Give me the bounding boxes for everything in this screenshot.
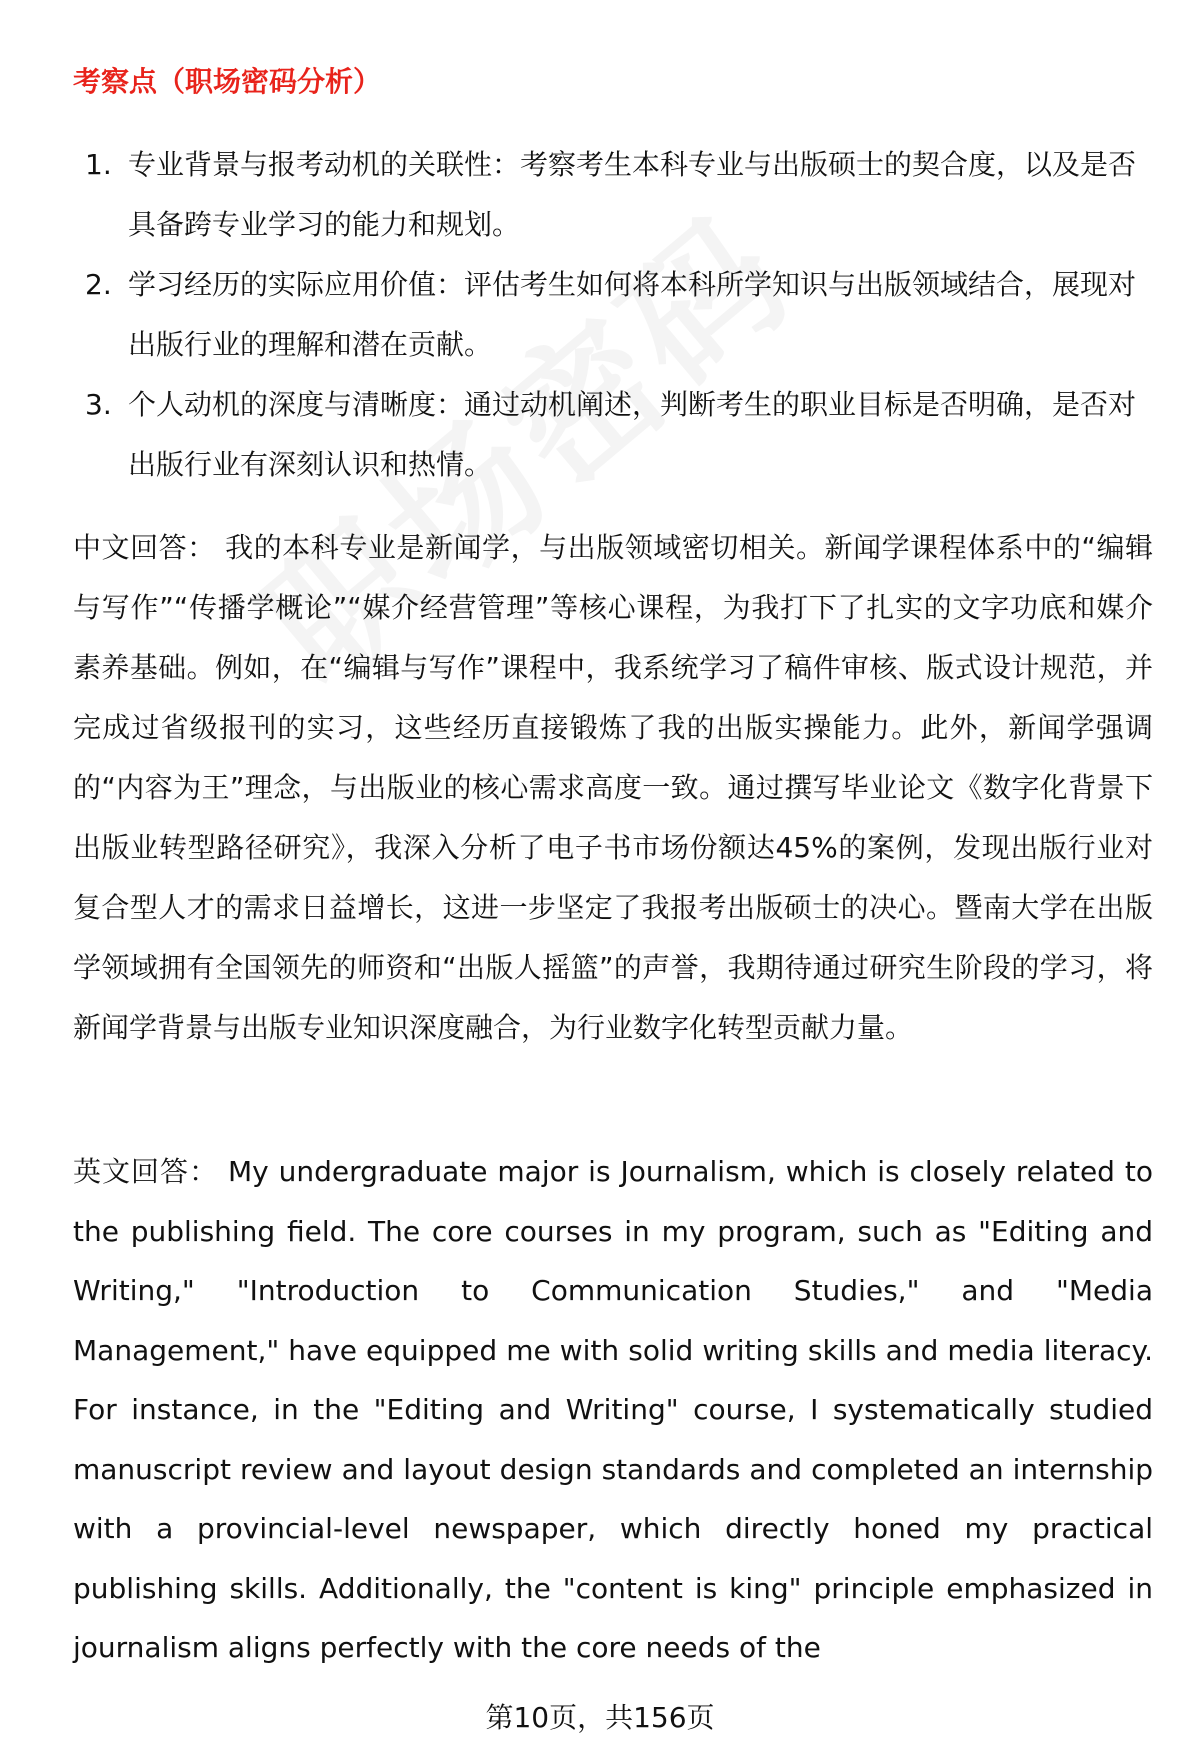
list-item-text: 专业背景与报考动机的关联性：考察考生本科专业与出版硕士的契合度，以及是否具备跨专业学习的能力和规划。	[128, 148, 1137, 241]
page-number-footer: 第10页，共156页	[485, 1701, 715, 1734]
chinese-answer-text: 我的本科专业是新闻学，与出版领域密切相关。新闻学课程体系中的“编辑与写作”“传播学概论”“媒介经营管理”等核心课程，为我打下了扎实的文字功底和媒介素养基础。例如，在“编辑与写作”课程中，我系统学习了稿件审核、版式设计规范，并完成过省级报刊的实习，这些经历直接锻炼了我的出版实操能力。此外，新闻学强调的“内容为王”理念，与出版业的核心需求高度一致。通过撰写毕业论文《数字化背景下出版业转型路径研究》，我深入分析了电子书市场份额达45%的案例，发现出版行业对复合型人才的需求日益增长，这进一步坚定了我报考出版硕士的决心。暨南大学在出版学领域拥有全国领先的师资和“出版人摇篮”的声誉，我期待通过研究生阶段的学习，将新闻学背景与出版专业知识深度融合，为行业数字化转型贡献力量。	[73, 531, 1153, 1044]
list-item-number: 1.	[85, 148, 112, 181]
english-answer-paragraph	[73, 1142, 1153, 1678]
english-answer-label: 英文回答：	[73, 1155, 219, 1188]
chinese-answer-paragraph	[73, 518, 1153, 1058]
list-item	[73, 135, 1148, 255]
list-item-number: 2.	[85, 268, 112, 301]
english-answer-text: My undergraduate major is Journalism, which is closely related to the publishing field. The core courses in my program, such as "Editing and Writing," "Introduction to Communication Studies," and "Media Management," have equipped me with solid writing skills and media literacy. For instance, in the "Editing and Writing" course, I systematically studied manuscript review and layout design standards and completed an internship with a provincial-level newspaper, which directly honed my practical publishing skills. Additionally, the "content is king" principle emphasized in journalism aligns perfectly with the core needs of the	[73, 1155, 1153, 1664]
list-item-text: 学习经历的实际应用价值：评估考生如何将本科所学知识与出版领域结合，展现对出版行业的理解和潜在贡献。	[128, 268, 1137, 361]
section-title: 考察点（职场密码分析）	[73, 65, 382, 98]
assessment-points-list	[73, 135, 1148, 495]
list-item	[73, 255, 1148, 375]
list-item-text: 个人动机的深度与清晰度：通过动机阐述，判断考生的职业目标是否明确，是否对出版行业有深刻认识和热情。	[128, 388, 1137, 481]
list-item-number: 3.	[85, 388, 112, 421]
chinese-answer-label: 中文回答：	[73, 531, 216, 564]
list-item	[73, 375, 1148, 495]
